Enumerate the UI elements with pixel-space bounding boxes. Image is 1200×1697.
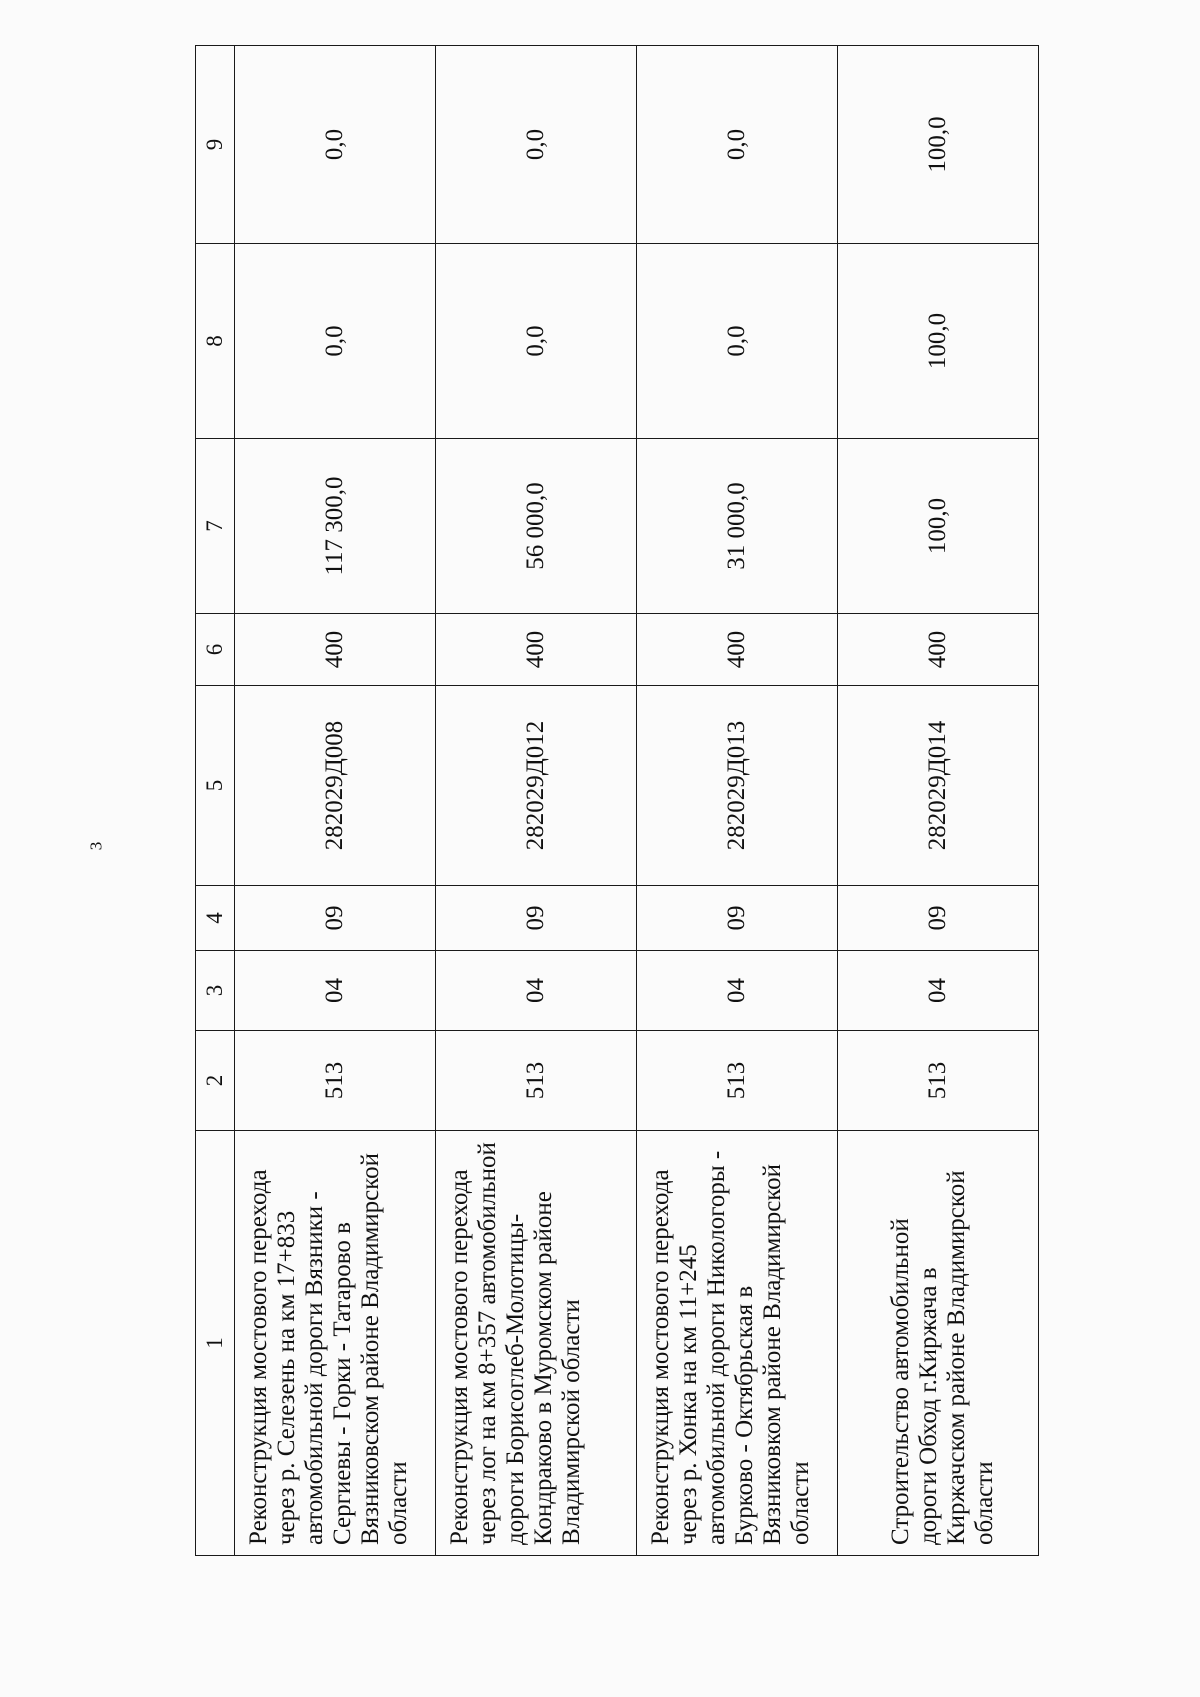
column-header: 8 bbox=[196, 244, 235, 439]
table-row bbox=[637, 46, 838, 1556]
table-cell: 100,0 bbox=[838, 439, 1039, 614]
table-cell: 0,0 bbox=[235, 46, 436, 244]
column-header: 9 bbox=[196, 46, 235, 244]
table-cell: 117 300,0 bbox=[235, 439, 436, 614]
rotated-table-container bbox=[195, 46, 1015, 1556]
table-cell: 513 bbox=[838, 1031, 1039, 1131]
table-cell: 09 bbox=[235, 886, 436, 951]
table-cell: 0,0 bbox=[637, 46, 838, 244]
table-cell: 513 bbox=[436, 1031, 637, 1131]
table-row bbox=[235, 46, 436, 1556]
object-name-cell: Строительство автомобильной дороги Обход г.Киржача в Киржачском районе Владимирской области bbox=[838, 1131, 1039, 1556]
object-name-cell: Реконструкция мостового перехода через лог на км 8+357 автомобильной дороги Борисоглеб-Молотицы-Кондраково в Муромском районе Владимирской области bbox=[436, 1131, 637, 1556]
object-name-cell: Реконструкция мостового перехода через р. Селезень на км 17+833 автомобильной дороги Вязники - Сергиевы - Горки - Татарово в Вязниковском районе Владимирской области bbox=[235, 1131, 436, 1556]
table-cell: 04 bbox=[436, 951, 637, 1031]
table-cell: 513 bbox=[235, 1031, 436, 1131]
table-cell: 282029Д013 bbox=[637, 686, 838, 886]
table-cell: 04 bbox=[838, 951, 1039, 1031]
table-row bbox=[838, 46, 1039, 1556]
table-cell: 0,0 bbox=[235, 244, 436, 439]
table-cell: 31 000,0 bbox=[637, 439, 838, 614]
budget-table bbox=[195, 45, 1039, 1556]
table-cell: 0,0 bbox=[436, 244, 637, 439]
table-cell: 282029Д014 bbox=[838, 686, 1039, 886]
column-header: 7 bbox=[196, 439, 235, 614]
table-cell: 400 bbox=[637, 614, 838, 686]
table-row bbox=[436, 46, 637, 1556]
table-cell: 400 bbox=[436, 614, 637, 686]
table-cell: 09 bbox=[838, 886, 1039, 951]
table-cell: 56 000,0 bbox=[436, 439, 637, 614]
column-header: 4 bbox=[196, 886, 235, 951]
column-header: 6 bbox=[196, 614, 235, 686]
table-cell: 0,0 bbox=[637, 244, 838, 439]
table-cell: 09 bbox=[637, 886, 838, 951]
table-cell: 100,0 bbox=[838, 46, 1039, 244]
column-header: 1 bbox=[196, 1131, 235, 1556]
table-cell: 04 bbox=[235, 951, 436, 1031]
column-header: 3 bbox=[196, 951, 235, 1031]
table-cell: 400 bbox=[235, 614, 436, 686]
column-header: 2 bbox=[196, 1031, 235, 1131]
table-cell: 0,0 bbox=[436, 46, 637, 244]
table-cell: 513 bbox=[637, 1031, 838, 1131]
column-header: 5 bbox=[196, 686, 235, 886]
table-header-row bbox=[196, 46, 235, 1556]
page-number: 3 bbox=[86, 841, 106, 851]
object-name-cell: Реконструкция мостового перехода через р. Хонка на км 11+245 автомобильной дороги Никологоры - Бурково - Октябрьская в Вязниковком районе Владимирской области bbox=[637, 1131, 838, 1556]
table-cell: 282029Д012 bbox=[436, 686, 637, 886]
table-cell: 04 bbox=[637, 951, 838, 1031]
table-cell: 282029Д008 bbox=[235, 686, 436, 886]
table-cell: 100,0 bbox=[838, 244, 1039, 439]
table-cell: 400 bbox=[838, 614, 1039, 686]
table-cell: 09 bbox=[436, 886, 637, 951]
